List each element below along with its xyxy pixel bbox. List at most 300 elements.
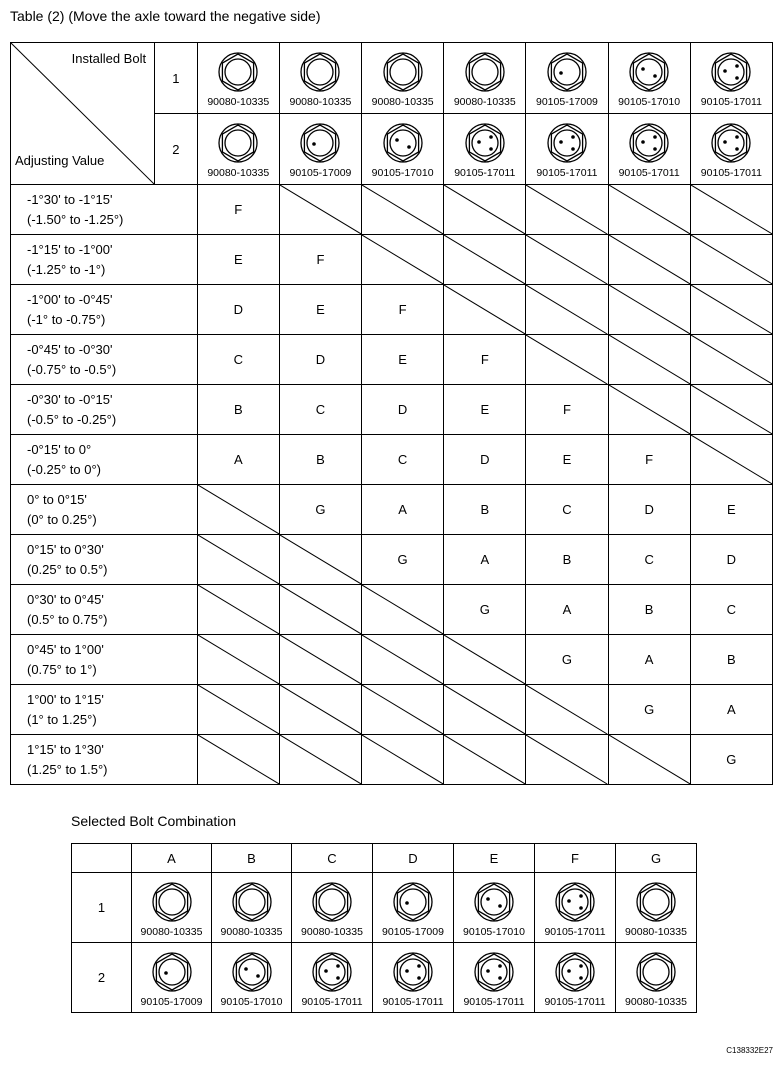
part-number: 90105-17011 <box>544 925 606 938</box>
not-applicable-diagonal <box>198 635 279 684</box>
not-applicable-diagonal <box>198 535 279 584</box>
not-applicable-diagonal <box>444 635 525 684</box>
not-applicable-diagonal <box>280 685 361 734</box>
bolt-mark-dot <box>571 135 575 139</box>
not-applicable-diagonal <box>444 735 525 784</box>
bolt-mark-dot <box>336 964 340 968</box>
combination-letter-header: G <box>616 844 697 873</box>
not-applicable-diagonal <box>280 635 361 684</box>
adjusting-value-range <box>11 685 198 735</box>
adjusting-value-range <box>11 235 198 285</box>
not-applicable-diagonal <box>691 335 772 384</box>
combination-letter: E <box>279 285 361 335</box>
part-number: 90080-10335 <box>207 96 270 108</box>
bolt-cell <box>608 114 690 185</box>
range-decimal-degrees: (1° to 1.25°) <box>27 711 97 727</box>
not-applicable-cell <box>608 285 690 335</box>
bolt-cell <box>373 943 454 1013</box>
not-applicable-diagonal <box>280 585 361 634</box>
not-applicable-diagonal <box>526 185 607 234</box>
bolt-row-number: 1 <box>155 43 198 114</box>
not-applicable-diagonal <box>362 235 443 284</box>
bolt-cell <box>197 43 279 114</box>
bolt-mark-dot <box>653 147 657 151</box>
not-applicable-cell <box>608 235 690 285</box>
bolt-cell <box>526 114 608 185</box>
combination-letter: D <box>444 435 526 485</box>
combination-letter: C <box>197 335 279 385</box>
combination-letter: F <box>608 435 690 485</box>
combination-letter: B <box>197 385 279 435</box>
combination-letter-header: F <box>535 844 616 873</box>
figure-code: C138332E27 <box>726 1046 773 1055</box>
not-applicable-diagonal <box>444 235 525 284</box>
table-row <box>11 585 773 635</box>
not-applicable-diagonal <box>280 185 361 234</box>
combination-letter: E <box>444 385 526 435</box>
not-applicable-cell <box>362 735 444 785</box>
combination-letter: E <box>197 235 279 285</box>
combination-letter: D <box>362 385 444 435</box>
bolt-cell <box>292 943 373 1013</box>
not-applicable-diagonal <box>609 185 690 234</box>
part-number: 90080-10335 <box>371 96 434 108</box>
not-applicable-cell <box>444 735 526 785</box>
table-row <box>11 535 773 585</box>
combination-letter-header: E <box>454 844 535 873</box>
combination-letter: G <box>362 535 444 585</box>
not-applicable-cell <box>197 635 279 685</box>
adjusting-value-range <box>11 735 198 785</box>
bolt-mark-dot <box>579 906 583 910</box>
bolt-mark-dot <box>498 976 502 980</box>
bolt-cell <box>526 43 608 114</box>
bolt-head-icon <box>152 952 192 992</box>
bolt-head-icon <box>465 52 505 92</box>
bolt-mark-dot <box>395 138 399 142</box>
not-applicable-diagonal <box>691 235 772 284</box>
bolt-mark-dot <box>313 142 317 146</box>
not-applicable-diagonal <box>198 685 279 734</box>
table-row <box>11 435 773 485</box>
bolt-mark-dot <box>256 974 260 978</box>
bolt-head-icon <box>711 123 751 163</box>
not-applicable-diagonal <box>526 335 607 384</box>
range-degrees-minutes: 0°45' to 1°00' <box>27 641 104 657</box>
bolt-cell <box>279 43 361 114</box>
not-applicable-cell <box>444 185 526 235</box>
adjusting-value-range <box>11 285 198 335</box>
adjusting-value-range <box>11 185 198 235</box>
bolt-mark-dot <box>405 969 409 973</box>
combination-letter: C <box>608 535 690 585</box>
not-applicable-diagonal <box>609 335 690 384</box>
bolt-cell <box>279 114 361 185</box>
bolt-head-icon <box>218 52 258 92</box>
combination-letter: B <box>690 635 772 685</box>
range-decimal-degrees: (0.75° to 1°) <box>27 661 97 677</box>
bolt-mark-dot <box>567 969 571 973</box>
bolt-head-icon <box>232 882 272 922</box>
part-number: 90105-17011 <box>618 167 680 179</box>
adjusting-value-label: Adjusting Value <box>15 153 105 168</box>
part-number: 90080-10335 <box>289 96 352 108</box>
bolt-mark-dot <box>486 969 490 973</box>
range-decimal-degrees: (-1.50° to -1.25°) <box>27 211 124 227</box>
range-decimal-degrees: (0.5° to 0.75°) <box>27 611 108 627</box>
combination-title: Selected Bolt Combination <box>71 813 236 829</box>
bolt-head-icon <box>300 52 340 92</box>
bolt-mark-dot <box>417 976 421 980</box>
range-degrees-minutes: 1°00' to 1°15' <box>27 691 104 707</box>
bolt-mark-dot <box>579 976 583 980</box>
not-applicable-cell <box>526 685 608 735</box>
combination-letter: G <box>279 485 361 535</box>
table-row <box>11 685 773 735</box>
bolt-mark-dot <box>477 140 481 144</box>
not-applicable-cell <box>362 585 444 635</box>
bolt-cell <box>690 114 772 185</box>
range-degrees-minutes: 0° to 0°15' <box>27 491 87 507</box>
not-applicable-cell <box>526 285 608 335</box>
range-degrees-minutes: 1°15' to 1°30' <box>27 741 104 757</box>
bolt-mark-dot <box>736 147 740 151</box>
part-number: 90105-17011 <box>700 96 762 108</box>
part-number: 90105-17009 <box>289 167 352 179</box>
not-applicable-diagonal <box>526 235 607 284</box>
part-number: 90105-17011 <box>454 167 516 179</box>
bolt-mark-dot <box>498 904 502 908</box>
not-applicable-cell <box>197 685 279 735</box>
table-row <box>11 635 773 685</box>
combination-letter-header: A <box>132 844 212 873</box>
bolt-mark-dot <box>559 140 563 144</box>
not-applicable-diagonal <box>362 585 443 634</box>
bolt-mark-dot <box>567 899 571 903</box>
not-applicable-cell <box>526 185 608 235</box>
part-number: 90105-17011 <box>301 995 363 1008</box>
table-row <box>11 285 773 335</box>
not-applicable-diagonal <box>526 735 607 784</box>
not-applicable-cell <box>197 485 279 535</box>
not-applicable-diagonal <box>198 585 279 634</box>
part-number: 90080-10335 <box>220 925 283 938</box>
not-applicable-cell <box>608 335 690 385</box>
bolt-head-icon <box>555 882 595 922</box>
table-row <box>11 735 773 785</box>
bolt-cell <box>362 114 444 185</box>
not-applicable-cell <box>279 535 361 585</box>
bolt-head-icon <box>474 882 514 922</box>
bolt-head-icon <box>312 882 352 922</box>
not-applicable-cell <box>444 685 526 735</box>
combination-letter: A <box>362 485 444 535</box>
header-corner-cell <box>11 43 155 185</box>
combination-letter: G <box>608 685 690 735</box>
combination-letter-header: D <box>373 844 454 873</box>
combination-letter: A <box>690 685 772 735</box>
bolt-head-icon <box>636 882 676 922</box>
combination-letter: E <box>362 335 444 385</box>
adjusting-value-range <box>11 385 198 435</box>
bolt-head-icon <box>232 952 272 992</box>
bolt-mark-dot <box>653 74 657 78</box>
range-degrees-minutes: -0°15' to 0° <box>27 441 92 457</box>
combination-letter: D <box>197 285 279 335</box>
not-applicable-cell <box>690 235 772 285</box>
not-applicable-cell <box>197 585 279 635</box>
bolt-head-icon <box>383 123 423 163</box>
range-decimal-degrees: (0.25° to 0.5°) <box>27 561 108 577</box>
not-applicable-cell <box>362 685 444 735</box>
range-decimal-degrees: (-1.25° to -1°) <box>27 261 106 277</box>
not-applicable-cell <box>526 235 608 285</box>
table-row <box>11 485 773 535</box>
bolt-mark-dot <box>579 964 583 968</box>
bolt-cell <box>690 43 772 114</box>
not-applicable-diagonal <box>691 385 772 434</box>
bolt-cell <box>132 873 212 943</box>
bolt-head-icon <box>547 123 587 163</box>
not-applicable-diagonal <box>691 435 772 484</box>
bolt-mark-dot <box>736 135 740 139</box>
bolt-mark-dot <box>417 964 421 968</box>
bolt-mark-dot <box>489 147 493 151</box>
not-applicable-diagonal <box>198 735 279 784</box>
not-applicable-diagonal <box>362 185 443 234</box>
not-applicable-cell <box>690 285 772 335</box>
not-applicable-diagonal <box>444 685 525 734</box>
bolt-head-icon <box>465 123 505 163</box>
combination-letter: A <box>197 435 279 485</box>
combination-letter: F <box>526 385 608 435</box>
bolt-cell <box>373 873 454 943</box>
not-applicable-diagonal <box>362 685 443 734</box>
not-applicable-cell <box>279 685 361 735</box>
bolt-cell <box>535 943 616 1013</box>
bolt-head-icon <box>393 882 433 922</box>
part-number: 90080-10335 <box>140 925 203 938</box>
part-number: 90105-17011 <box>536 167 598 179</box>
bolt-cell <box>535 873 616 943</box>
combination-letter: F <box>197 185 279 235</box>
not-applicable-diagonal <box>280 735 361 784</box>
range-decimal-degrees: (-0.25° to 0°) <box>27 461 101 477</box>
not-applicable-diagonal <box>609 285 690 334</box>
part-number: 90080-10335 <box>301 925 363 938</box>
not-applicable-cell <box>526 335 608 385</box>
bolt-mark-dot <box>653 135 657 139</box>
not-applicable-cell <box>444 235 526 285</box>
bolt-cell <box>616 873 697 943</box>
range-decimal-degrees: (0° to 0.25°) <box>27 511 97 527</box>
bolt-cell <box>444 114 526 185</box>
part-number: 90080-10335 <box>207 167 270 179</box>
combination-letter: B <box>526 535 608 585</box>
not-applicable-diagonal <box>444 285 525 334</box>
not-applicable-cell <box>608 385 690 435</box>
not-applicable-diagonal <box>362 735 443 784</box>
bolt-cell <box>616 943 697 1013</box>
bolt-head-icon <box>474 952 514 992</box>
bolt-cell <box>212 873 292 943</box>
part-number: 90105-17009 <box>382 925 444 938</box>
range-degrees-minutes: -1°00' to -0°45' <box>27 291 113 307</box>
bolt-cell <box>212 943 292 1013</box>
not-applicable-cell <box>362 185 444 235</box>
range-decimal-degrees: (-0.5° to -0.25°) <box>27 411 117 427</box>
combination-letter: G <box>690 735 772 785</box>
part-number: 90105-17011 <box>700 167 762 179</box>
not-applicable-diagonal <box>362 635 443 684</box>
not-applicable-cell <box>608 185 690 235</box>
bolt-cell <box>454 873 535 943</box>
range-degrees-minutes: -1°15' to -1°00' <box>27 241 113 257</box>
bolt-cell <box>608 43 690 114</box>
bolt-mark-dot <box>324 969 328 973</box>
not-applicable-cell <box>608 735 690 785</box>
installed-bolt-label: Installed Bolt <box>71 51 147 66</box>
combination-letter: F <box>362 285 444 335</box>
range-degrees-minutes: -0°45' to -0°30' <box>27 341 113 357</box>
not-applicable-cell <box>197 535 279 585</box>
bolt-cell <box>132 943 212 1013</box>
not-applicable-cell <box>690 385 772 435</box>
not-applicable-diagonal <box>609 735 690 784</box>
not-applicable-diagonal <box>609 385 690 434</box>
bolt-mark-dot <box>571 147 575 151</box>
combination-letter: G <box>444 585 526 635</box>
bolt-head-icon <box>636 952 676 992</box>
not-applicable-diagonal <box>526 685 607 734</box>
bolt-mark-dot <box>244 967 248 971</box>
part-number: 90105-17011 <box>463 995 525 1008</box>
not-applicable-cell <box>362 635 444 685</box>
table-row <box>11 385 773 435</box>
bolt-mark-dot <box>736 64 740 68</box>
combination-letter-header: C <box>292 844 373 873</box>
part-number: 90105-17009 <box>140 995 203 1008</box>
part-number: 90105-17010 <box>220 995 283 1008</box>
bolt-head-icon <box>629 123 669 163</box>
bolt-cell <box>454 943 535 1013</box>
bolt-mark-dot <box>407 145 411 149</box>
combination-letter: B <box>444 485 526 535</box>
part-number: 90105-17010 <box>618 96 681 108</box>
bolt-head-icon <box>547 52 587 92</box>
bolt-mark-dot <box>559 71 563 75</box>
bolt-mark-dot <box>736 76 740 80</box>
not-applicable-cell <box>444 285 526 335</box>
bolt-cell <box>292 873 373 943</box>
bolt-adjustment-table <box>10 42 773 785</box>
combination-letter: F <box>279 235 361 285</box>
range-degrees-minutes: 0°30' to 0°45' <box>27 591 104 607</box>
combination-letter: F <box>444 335 526 385</box>
combination-letter: C <box>279 385 361 435</box>
combination-letter: A <box>444 535 526 585</box>
not-applicable-cell <box>444 635 526 685</box>
combination-letter-header: B <box>212 844 292 873</box>
bolt-head-icon <box>555 952 595 992</box>
adjusting-value-range <box>11 485 198 535</box>
combination-letter: C <box>526 485 608 535</box>
part-number: 90105-17010 <box>371 167 434 179</box>
not-applicable-cell <box>526 735 608 785</box>
bolt-cell <box>444 43 526 114</box>
combination-letter: A <box>526 585 608 635</box>
bolt-row-number: 2 <box>72 943 132 1013</box>
combination-letter: G <box>526 635 608 685</box>
adjusting-value-range <box>11 585 198 635</box>
not-applicable-cell <box>197 735 279 785</box>
not-applicable-diagonal <box>444 185 525 234</box>
bolt-head-icon <box>393 952 433 992</box>
combination-letter: D <box>608 485 690 535</box>
bolt-head-icon <box>383 52 423 92</box>
combination-letter: B <box>279 435 361 485</box>
range-decimal-degrees: (-0.75° to -0.5°) <box>27 361 117 377</box>
not-applicable-cell <box>279 635 361 685</box>
table-row <box>11 335 773 385</box>
combination-letter: E <box>690 485 772 535</box>
part-number: 90080-10335 <box>453 96 516 108</box>
bolt-head-icon <box>218 123 258 163</box>
range-degrees-minutes: -0°30' to -0°15' <box>27 391 113 407</box>
part-number: 90105-17010 <box>463 925 525 938</box>
part-number: 90080-10335 <box>625 995 687 1008</box>
bolt-mark-dot <box>405 901 409 905</box>
bolt-cell <box>362 43 444 114</box>
range-degrees-minutes: 0°15' to 0°30' <box>27 541 104 557</box>
bolt-mark-dot <box>489 135 493 139</box>
table-row <box>11 235 773 285</box>
adjusting-value-range <box>11 335 198 385</box>
bolt-head-icon <box>152 882 192 922</box>
not-applicable-diagonal <box>280 535 361 584</box>
adjusting-value-range <box>11 535 198 585</box>
selected-bolt-combination-table <box>71 843 697 1013</box>
bolt-head-icon <box>300 123 340 163</box>
bolt-mark-dot <box>641 140 645 144</box>
bolt-mark-dot <box>498 964 502 968</box>
bolt-mark-dot <box>724 69 728 73</box>
table-row <box>11 185 773 235</box>
bolt-head-icon <box>711 52 751 92</box>
bolt-head-icon <box>629 52 669 92</box>
combination-letter: D <box>279 335 361 385</box>
bolt-cell <box>197 114 279 185</box>
not-applicable-cell <box>690 335 772 385</box>
part-number: 90105-17009 <box>536 96 598 108</box>
bolt-mark-dot <box>164 971 168 975</box>
range-decimal-degrees: (-1° to -0.75°) <box>27 311 106 327</box>
not-applicable-cell <box>279 585 361 635</box>
part-number: 90080-10335 <box>625 925 687 938</box>
combination-letter: D <box>690 535 772 585</box>
not-applicable-diagonal <box>526 285 607 334</box>
combination-letter: B <box>608 585 690 635</box>
not-applicable-cell <box>279 185 361 235</box>
bolt-row-number: 1 <box>72 873 132 943</box>
range-degrees-minutes: -1°30' to -1°15' <box>27 191 113 207</box>
range-decimal-degrees: (1.25° to 1.5°) <box>27 761 108 777</box>
not-applicable-cell <box>362 235 444 285</box>
adjusting-value-range <box>11 435 198 485</box>
not-applicable-cell <box>279 735 361 785</box>
bolt-head-icon <box>312 952 352 992</box>
part-number: 90105-17011 <box>382 995 444 1008</box>
